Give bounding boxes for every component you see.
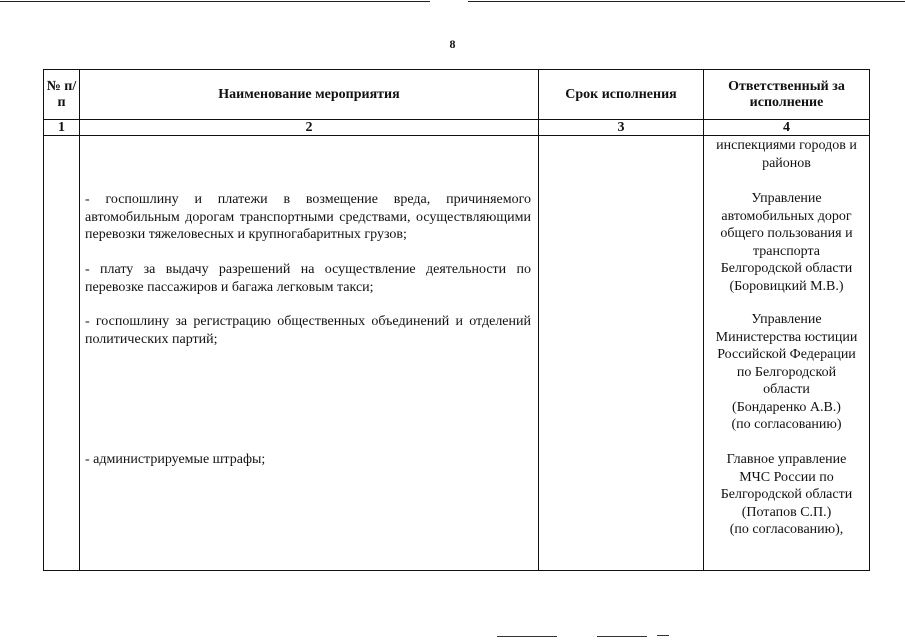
column-number: 2 [80, 120, 539, 136]
responsible-item: Управление автомобильных дорог общего пользования и транспорта Белгородской области (Боровицкий М.В.) [720, 191, 853, 294]
measure-item: - плату за выдачу разрешений на осуществление деятельности по перевозке пассажиров и багажа легковым такси; [85, 262, 531, 295]
deadline-cell [539, 136, 704, 571]
page-number: 8 [449, 37, 456, 51]
scan-edge-top-left [0, 1, 430, 2]
header-measure-name: Наименование мероприятия [80, 70, 539, 120]
measure-item: - администрируемые штрафы; [85, 452, 266, 467]
column-number: 3 [539, 120, 704, 136]
header-deadline: Срок исполнения [539, 70, 704, 120]
responsible-item: Управление Министерства юстиции Российской Федерации по Белгородской области (Бондаренко А.В.) (по согласованию) [715, 312, 858, 432]
responsible-item: инспекциями городов и районов [716, 138, 857, 171]
responsible-item: Главное управление МЧС России по Белгородской области (Потапов С.П.) (по согласованию), [720, 452, 853, 537]
num-cell [44, 136, 80, 571]
measure-item: - госпошлину и платежи в возмещение вреда, причиняемого автомобильным дорогам транспортными средствами, осуществляющими перевозки тяжеловесных и крупногабаритных грузов; [85, 192, 531, 242]
scan-edge-bottom [597, 636, 647, 637]
table-header-row [44, 70, 870, 120]
responsible-cell [704, 136, 870, 571]
table-row [44, 136, 870, 571]
header-responsible: Ответственный за исполнение [704, 70, 870, 120]
column-number: 4 [704, 120, 870, 136]
scan-edge-top-right [468, 1, 905, 2]
measure-item: - госпошлину за регистрацию общественных объединений и отделений политических партий; [85, 314, 531, 347]
scan-edge-bottom [497, 636, 557, 637]
measures-table [43, 69, 870, 571]
header-num: № п/п [44, 70, 80, 120]
scan-edge-bottom [657, 635, 669, 636]
measure-cell [80, 136, 539, 571]
column-number-row [44, 120, 870, 136]
column-number: 1 [44, 120, 80, 136]
